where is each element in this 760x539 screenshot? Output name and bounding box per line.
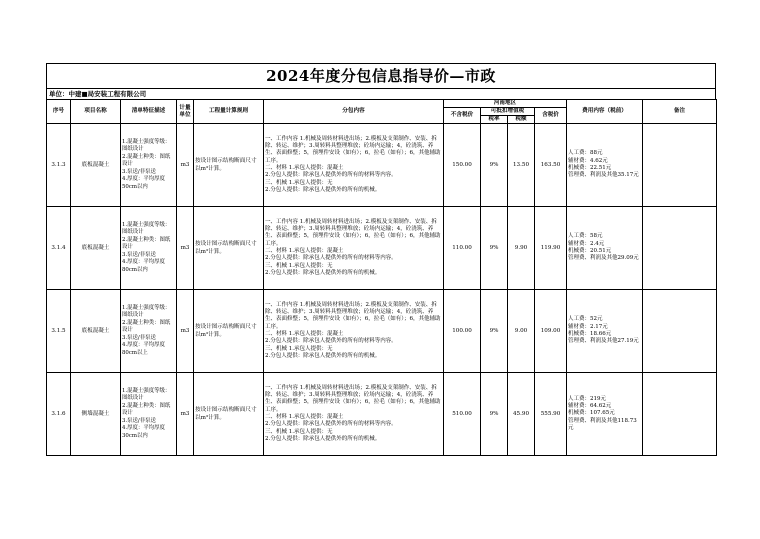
header-unit: 计量单位: [177, 100, 194, 124]
cell-excl-tax: 150.00: [444, 124, 481, 207]
cell-excl-tax: 510.00: [444, 373, 481, 456]
cell-incl-tax: 555.90: [535, 373, 567, 456]
header-remark: 备注: [643, 100, 717, 124]
cell-rule: 按设计图示结构断面尺寸以m³计算。: [194, 207, 264, 290]
unit-label: 单位：中建■局安装工程有限公司: [46, 88, 716, 99]
cell-name: 底板混凝土: [71, 290, 121, 373]
cell-fee: 人工费：219元 辅材费：64.62元 机械费：107.65元 管理费、利润及其他118.73元: [567, 373, 643, 456]
header-incl-tax: 含税价: [535, 108, 567, 124]
table-body: [47, 124, 717, 456]
header-name: 项目名称: [71, 100, 121, 124]
table-row: [47, 207, 717, 290]
cell-name: 侧墙混凝土: [71, 373, 121, 456]
cell-remark: [643, 207, 717, 290]
price-sheet: [46, 63, 716, 456]
header-fee: 费用内容（税前）: [567, 100, 643, 124]
cell-content: 一、工作内容 1.机械及周转材料进出场；2.模板及支架制作、安装、拆除、转运、维护；3.周转料具整理堆放；砼场内运输；4，砼浇筑、养生、表面修整；5，预埋件安设（如有）；6，拉毛（如有）；6，其他辅助工序。 二、材料 1.承包人提供：混凝土 2.分包人提供：除承包人提供外的所有的材料等内容。 三、机械 1.承包人提供：无 2.分包人提供：除承包人提供外的所有的机械。: [264, 290, 444, 373]
cell-tax-rate: 9%: [481, 373, 508, 456]
cell-rule: 按设计图示结构断面尺寸以m³计算。: [194, 290, 264, 373]
cell-name: 底板混凝土: [71, 207, 121, 290]
page-title: 2024年度分包信息指导价—市政: [46, 63, 716, 88]
header-content: 分包内容: [264, 100, 444, 124]
cell-fee: 人工费：58元 辅材费：2.4元 机械费：20.51元 管理费、利润及其他29.09元: [567, 207, 643, 290]
table-row: [47, 373, 717, 456]
header-rule: 工程量计算规则: [194, 100, 264, 124]
cell-excl-tax: 110.00: [444, 207, 481, 290]
cell-feature: 1.混凝土强度等级：图纸设计 2.混凝土种类：图纸设计 3.泵送/非泵送 4.厚度：平均厚度80cm以内: [121, 207, 177, 290]
cell-fee: 人工费：52元 辅材费：2.17元 机械费：18.66元 管理费、利润及其他27.19元: [567, 290, 643, 373]
header-seq: 序号: [47, 100, 71, 124]
cell-content: 一、工作内容 1.机械及周转材料进出场；2.模板及支架制作、安装、拆除、转运、维护；3.周转料具整理堆放；砼场内运输；4，砼浇筑、养生、表面修整；5，预埋件安设（如有）；6，拉毛（如有）；6，其他辅助工序。 二、材料 1.承包人提供：混凝土 2.分包人提供：除承包人提供外的所有的材料等内容。 三、机械 1.承包人提供：无 2.分包人提供：除承包人提供外的所有的机械。: [264, 124, 444, 207]
cell-feature: 1.混凝土强度等级：图纸设计 2.混凝土种类：图纸设计 3.泵送/非泵送 4.厚度：平均厚度50cm以内: [121, 124, 177, 207]
cell-remark: [643, 290, 717, 373]
cell-tax-rate: 9%: [481, 124, 508, 207]
table-row: [47, 290, 717, 373]
cell-seq: 3.1.4: [47, 207, 71, 290]
cell-seq: 3.1.6: [47, 373, 71, 456]
cell-content: 一、工作内容 1.机械及周转材料进出场；2.模板及支架制作、安装、拆除、转运、维护；3.周转料具整理堆放；砼场内运输；4，砼浇筑、养生、表面修整；5，预埋件安设（如有）；6，拉毛（如有）；6，其他辅助工序。 二、材料 1.承包人提供：混凝土 2.分包人提供：除承包人提供外的所有的材料等内容。 三、机械 1.承包人提供：无 2.分包人提供：除承包人提供外的所有的机械。: [264, 373, 444, 456]
cell-fee: 人工费：88元 辅材费：4.62元 机械费：22.51元 管理费、利润及其他35.17元: [567, 124, 643, 207]
cell-content: 一、工作内容 1.机械及周转材料进出场；2.模板及支架制作、安装、拆除、转运、维护；3.周转料具整理堆放；砼场内运输；4，砼浇筑、养生、表面修整；5，预埋件安设（如有）；6，拉毛（如有）；6，其他辅助工序。 二、材料 1.承包人提供：混凝土 2.分包人提供：除承包人提供外的所有的材料等内容。 三、机械 1.承包人提供：无 2.分包人提供：除承包人提供外的所有的机械。: [264, 207, 444, 290]
cell-name: 底板混凝土: [71, 124, 121, 207]
cell-seq: 3.1.3: [47, 124, 71, 207]
cell-remark: [643, 124, 717, 207]
cell-rule: 按设计图示结构断面尺寸以m³计算。: [194, 124, 264, 207]
table-header: [47, 100, 717, 124]
cell-feature: 1.混凝土强度等级：图纸设计 2.混凝土种类：图纸设计 3.泵送/非泵送 4.厚度：平均厚度30cm以内: [121, 373, 177, 456]
header-excl-tax: 不含税价: [444, 108, 481, 124]
cell-incl-tax: 119.90: [535, 207, 567, 290]
cell-remark: [643, 373, 717, 456]
header-tax-rate: 税率: [481, 116, 508, 124]
header-region: 河南地区: [444, 100, 567, 108]
cell-seq: 3.1.5: [47, 290, 71, 373]
cell-tax-amount: 13.50: [508, 124, 535, 207]
header-vat: 可抵扣增值税: [481, 108, 535, 116]
cell-unit: m3: [177, 124, 194, 207]
price-table: [46, 99, 717, 456]
table-row: [47, 124, 717, 207]
cell-rule: 按设计图示结构断面尺寸以m³计算。: [194, 373, 264, 456]
cell-excl-tax: 100.00: [444, 290, 481, 373]
cell-unit: m3: [177, 373, 194, 456]
cell-feature: 1.混凝土强度等级：图纸设计 2.混凝土种类：图纸设计 3.泵送/非泵送 4.厚度：平均厚度80cm以上: [121, 290, 177, 373]
header-feature: 清单特征描述: [121, 100, 177, 124]
cell-tax-amount: 45.90: [508, 373, 535, 456]
cell-tax-rate: 9%: [481, 207, 508, 290]
header-tax-amount: 税额: [508, 116, 535, 124]
cell-tax-rate: 9%: [481, 290, 508, 373]
cell-tax-amount: 9.90: [508, 207, 535, 290]
cell-unit: m3: [177, 207, 194, 290]
cell-incl-tax: 163.50: [535, 124, 567, 207]
cell-tax-amount: 9.00: [508, 290, 535, 373]
cell-unit: m3: [177, 290, 194, 373]
cell-incl-tax: 109.00: [535, 290, 567, 373]
